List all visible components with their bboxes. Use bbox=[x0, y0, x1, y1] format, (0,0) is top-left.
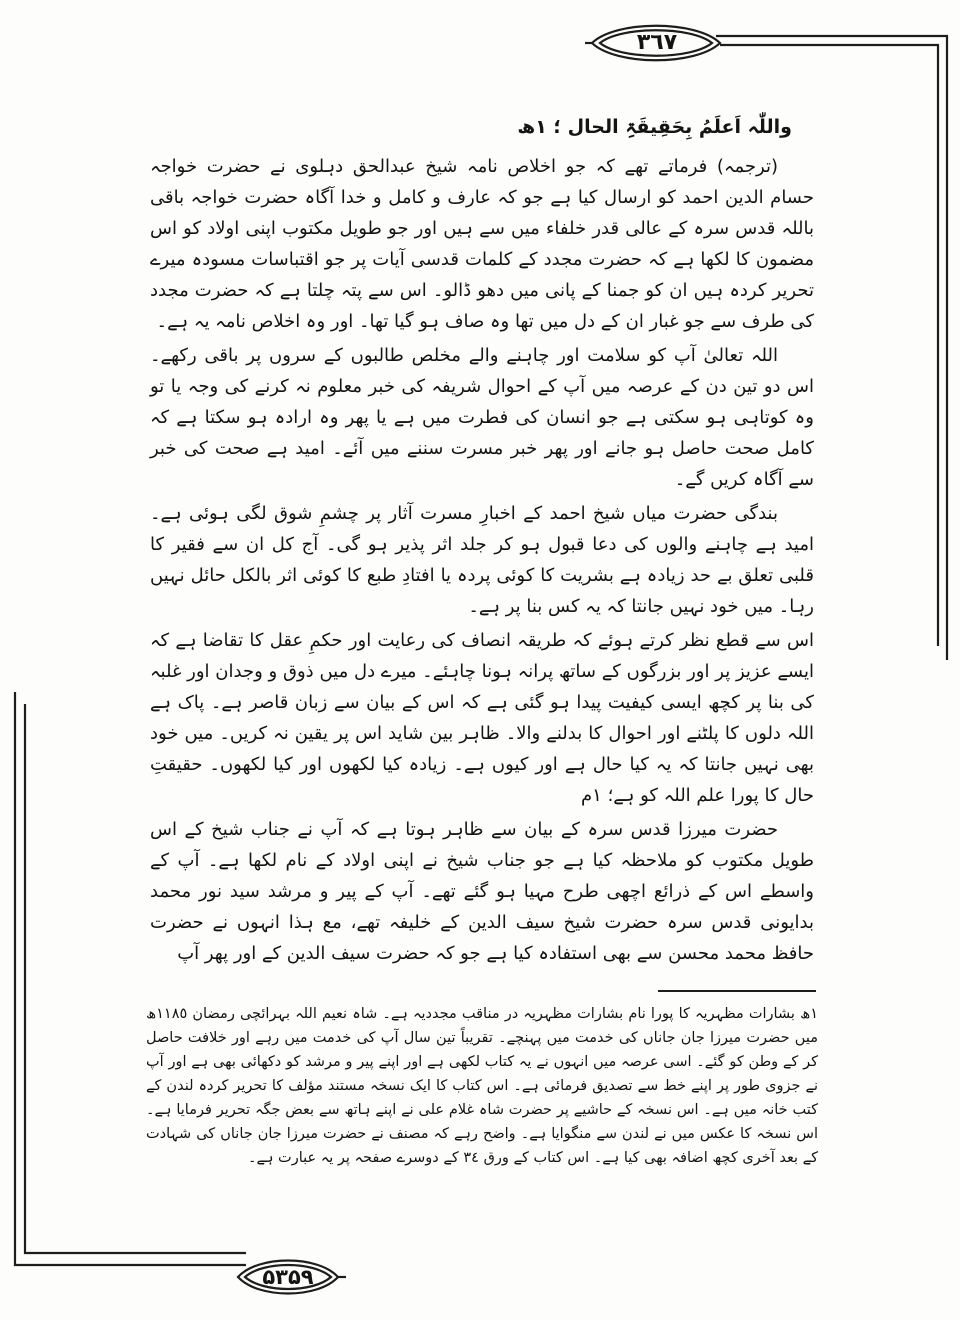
body-paragraph-1: (ترجمہ) فرماتے تھے کہ جو اخلاص نامہ شیخ عبدالحق دہلوی نے حضرت خواجہ حسام الدین احمد کو ارسال کیا ہے جو کہ عارف و کامل و خدا آگاہ حضرت خواجہ باقی باللہ قدس سرہ کے عالی قدر خلفاء میں سے ہیں اور جو طویل مکتوب اپنی اولاد کو اس مضمون کا لکھا ہے کہ حضرت مجدد کے کلمات قدسی آیات پر جو اقتباسات مسودہ میرے تحریر کردہ ہیں ان کو جمنا کے پانی میں دھو ڈالو۔ اس سے پتہ چلتا ہے کہ حضرت مجدد کی طرف سے جو غبار ان کے دل میں تھا وہ صاف ہو گیا تھا۔ اور وہ اخلاص نامہ یہ ہے۔ bbox=[150, 156, 814, 332]
opening-arabic-line: واللّٰہ اَعلَمُ بِحَقِیقَۃِ الحال ؛ ١ھ bbox=[517, 116, 792, 138]
body-paragraph-3: بندگی حضرت میاں شیخ احمد کے اخبارِ مسرت آثار پر چشمِ شوق لگی ہوئی ہے۔ امید ہے چاہنے والوں کی دعا قبول ہو کر جلد اثر پذیر ہو گی۔ آج کل ان سے فقیر کا قلبی تعلق بے حد زیادہ ہے بشریت کا کوئی پردہ یا افتادِ طبع کا کوئی اثر بالکل حائل نہیں رہا۔ میں خود نہیں جانتا کہ یہ کس بنا پر ہے۔ bbox=[150, 503, 814, 617]
footnote-text: ١ھ بشارات مظہریہ کا پورا نام بشارات مظہریہ در مناقب مجددیہ ہے۔ شاہ نعیم اللہ بہرائچی رمضان ١١٨٥ھ میں حضرت میرزا جان جاناں کی خدمت میں پہنچے۔ تقریباً تین سال آپ کی خدمت میں رہے اور خلافت حاصل کر کے وطن کو گئے۔ اسی عرصہ میں انہوں نے یہ کتاب لکھی ہے اور اپنے پیر و مرشد کو دکھائی بھی ہے اور آپ نے جزوی طور پر اپنے خط سے تصدیق فرمائی ہے۔ اس کتاب کا ایک نسخہ مستند مؤلف کا تحریر کردہ لندن کے کتب خانہ میں ہے۔ اس نسخہ کے حاشیے پر حضرت شاہ غلام علی نے اپنے ہاتھ سے بعض جگہ تحریر فرمایا ہے۔ اس نسخہ کا عکس میں نے لندن سے منگوایا ہے۔ واضح رہے کہ مصنف نے حضرت میرزا جان جاناں کی شہادت کے بعد آخری کچھ اضافہ بھی کیا ہے۔ اس کتاب کے ورق ٣٤ کے دوسرے صفحہ پر یہ عبارت ہے۔ bbox=[146, 1006, 818, 1166]
page-number-bottom: ۵۳۵۹ bbox=[262, 1265, 314, 1289]
body-paragraph-5: حضرت میرزا قدس سرہ کے بیان سے ظاہر ہوتا ہے کہ آپ نے جناب شیخ کے اس طویل مکتوب کو ملاحظہ کیا ہے جو جناب شیخ نے اپنی اولاد کے نام لکھا ہے۔ آپ کے واسطے اس کے ذرائع اچھی طرح مہیا ہو گئے تھے۔ آپ کے پیر و مرشد سید نور محمد بدایونی قدس سرہ حضرت شیخ سیف الدین کے خلیفہ تھے، مع ہذا انہوں نے حضرت حافظ محمد محسن سے بھی استفادہ کیا ہے جو کہ حضرت سیف الدین کے اور پھر آپ bbox=[150, 819, 814, 964]
body-paragraph-4: اس سے قطع نظر کرتے ہوئے کہ طریقہ انصاف کی رعایت اور حکمِ عقل کا تقاضا ہے کہ ایسے عزیز پر اور بزرگوں کے ساتھ پرانہ ہونا چاہئے۔ میرے دل میں ذوق و وجدان اور غلبہ کی بنا پر کچھ ایسی کیفیت پیدا ہو گئی ہے کہ اس کے بیان سے زبان قاصر ہے۔ پاک ہے اللہ دلوں کا پلٹنے اور احوال کا بدلنے والا۔ ظاہر بین شاید اس پر یقین نہ کریں۔ میں خود بھی نہیں جانتا کہ یہ کیا حال ہے اور کیوں ہے۔ زیادہ کیا لکھوں اور کیا لکھوں۔ حقیقتِ حال کا پورا علم اللہ کو ہے؛ ١م bbox=[150, 630, 814, 806]
body-paragraph-2: اللہ تعالیٰ آپ کو سلامت اور چاہنے والے مخلص طالبوں کے سروں پر باقی رکھے۔ اس دو تین دن کے عرصہ میں آپ کے احوال شریفہ کی خبر معلوم نہ کرنے کی وجہ یا تو وہ کوتاہی ہو سکتی ہے جو انسان کی فطرت میں ہے یا پھر وہ ارادہ ہو سکتا ہے کہ کامل صحت حاصل ہو جانے اور پھر خبر مسرت سننے میں آئے۔ امید ہے صحت کی خبر سے آگاہ کریں گے۔ bbox=[150, 345, 814, 490]
page-number-top: ٣٦٧ bbox=[636, 30, 678, 55]
body-text bbox=[150, 112, 814, 972]
footnote-separator bbox=[658, 990, 816, 992]
